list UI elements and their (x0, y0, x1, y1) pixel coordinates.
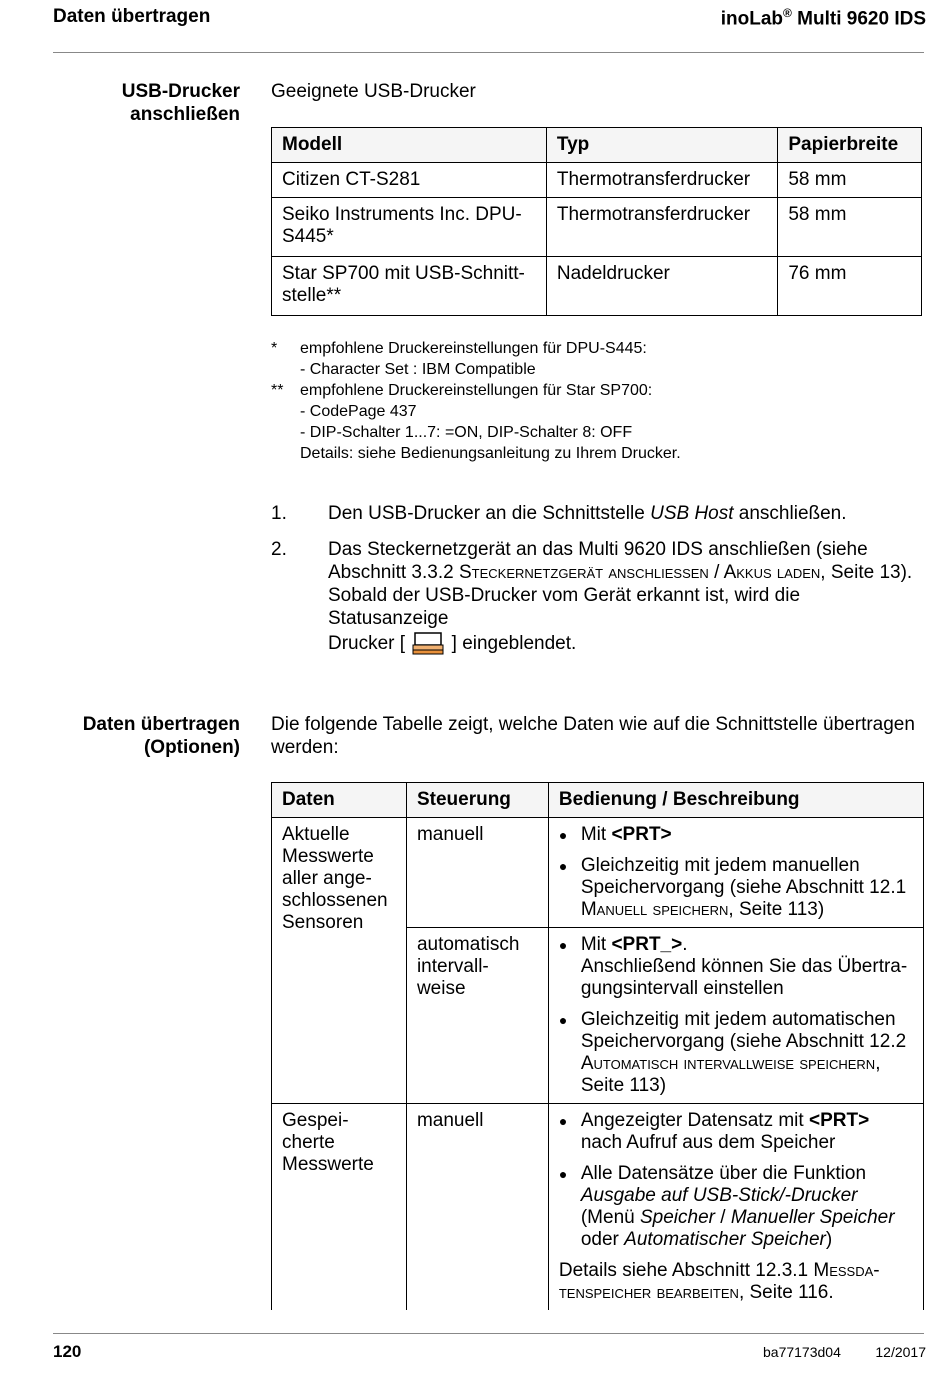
step-text (328, 538, 918, 656)
text-span: Details siehe Abschnitt 12.3.1 (558, 1260, 814, 1281)
menu-name: Speicher (639, 1207, 715, 1228)
bullet-dot-icon: ● (558, 937, 568, 953)
footnote-text (300, 338, 647, 380)
side-heading-transfer (83, 713, 240, 759)
cell-bedienung (548, 928, 923, 1104)
footnote-item (271, 380, 911, 464)
bullet-dot-icon: ● (558, 858, 568, 874)
step-text (328, 502, 847, 525)
text-span: Alle Datensätze über die Funktion (580, 1163, 867, 1184)
bullet-text (581, 1110, 913, 1154)
side-heading-line: anschließen (130, 104, 240, 125)
text-span: Mit (580, 824, 612, 845)
step-2 (271, 538, 921, 656)
table-row (272, 198, 922, 257)
footnote-line: - DIP-Schalter 1...7: =ON, DIP-Schalter 8: OFF (300, 424, 633, 441)
footer-rule (53, 1333, 924, 1334)
cell-modell (272, 198, 547, 257)
text-span: Drucker [ (328, 633, 406, 654)
table-header-row (272, 128, 922, 163)
bullet-text (581, 824, 672, 846)
text-span: nach Aufruf aus dem Speicher (580, 1132, 836, 1153)
text-span: ) (825, 1229, 833, 1250)
step-number: 1. (271, 503, 287, 524)
table-header-row (272, 783, 924, 818)
step-1 (271, 502, 921, 525)
section-reference: Manuell speichern (580, 899, 729, 920)
col-header-papierbreite: Papierbreite (778, 128, 922, 163)
cell-daten: Aktuelle Messwerte aller ange-schlossenen Sensoren (272, 818, 407, 1104)
header-product (721, 6, 926, 30)
col-header-modell: Modell (272, 128, 547, 163)
text-span: , Seite 116. (738, 1282, 834, 1303)
header-rule (53, 52, 924, 53)
transfer-intro: Die folgende Tabelle zeigt, welche Daten wie auf die Schnittstelle übertragen werden: (271, 714, 915, 758)
bullet-dot-icon: ● (558, 1113, 568, 1129)
footnote-line: - CodePage 437 (300, 403, 417, 420)
cell-papierbreite: 58 mm (778, 163, 922, 198)
footnotes (271, 338, 911, 464)
cell-bedienung (548, 1104, 923, 1311)
model-name: Multi 9620 IDS (797, 8, 926, 30)
cell-papierbreite: 58 mm (778, 198, 922, 257)
header-section-title: Daten übertragen (53, 6, 211, 27)
text-span: Angezeigter Datensatz mit (580, 1110, 809, 1131)
col-header-typ: Typ (546, 128, 777, 163)
section-reference: Automatisch intervallweise speichern (580, 1053, 876, 1074)
bullet-item (559, 1110, 913, 1154)
cell-typ: Nadeldrucker (546, 257, 777, 316)
page-number: 120 (53, 1342, 82, 1361)
cell-steuerung (406, 928, 548, 1104)
text-span: Das Steckernetzgerät an das Multi 9620 IDS anschließen (siehe Abschnitt 3.3.2 (328, 539, 868, 583)
text-span: , Seite 113) (728, 899, 825, 920)
text-span: ] eingeblendet. (451, 633, 577, 654)
side-heading-line: (Optionen) (143, 737, 240, 758)
cell-steuerung: manuell (406, 818, 548, 928)
text-span: / (714, 1207, 731, 1228)
footnote-mark: * (271, 340, 278, 357)
text-span: anschließen. (733, 503, 847, 524)
cell-modell (272, 257, 547, 316)
bullet-item (559, 1009, 913, 1097)
col-header-bedienung: Bedienung / Beschreibung (548, 783, 923, 818)
menu-name: Manueller Speicher (730, 1207, 895, 1228)
text-span: Den USB-Drucker an die Schnittstelle (328, 503, 651, 524)
text-span: Mit (580, 934, 612, 955)
document-number: ba77173d04 (763, 1344, 841, 1360)
text-span: Anschließend können Sie das Übertra-gungsintervall einstellen (580, 956, 908, 999)
bullet-text (581, 855, 913, 921)
bullet-dot-icon: ● (558, 1012, 568, 1028)
cell-steuerung: manuell (406, 1104, 548, 1311)
cell-daten: Gespei-cherte Messwerte (272, 1104, 407, 1311)
bullet-item (559, 855, 913, 921)
registered-mark: ® (783, 6, 792, 20)
footnote-text (300, 380, 681, 464)
printer-status-icon (410, 630, 446, 656)
brand-name: inoLab (720, 8, 784, 30)
footnote-item (271, 338, 911, 380)
detail-reference (559, 1260, 913, 1304)
document-date: 12/2017 (875, 1344, 926, 1360)
bullet-item (559, 934, 913, 1000)
footnote-line: empfohlene Druckereinstellungen für Star SP700: (300, 382, 653, 399)
cell-modell: Citizen CT-S281 (272, 163, 547, 198)
function-name: Ausgabe auf USB-Stick/-Drucker (580, 1185, 858, 1206)
step-number: 2. (271, 539, 287, 560)
bullet-text (581, 1163, 913, 1251)
step-paragraph (328, 630, 918, 656)
text-span: , Seite 113) (580, 1053, 881, 1096)
text-span: . (682, 934, 688, 955)
footnote-line: Details: siehe Bedienungsanleitung zu Ihrem Drucker. (300, 445, 681, 462)
key-label: <PRT> (611, 824, 672, 845)
footnote-line: - Character Set : IBM Compatible (300, 361, 536, 378)
bullet-dot-icon: ● (558, 827, 568, 843)
usb-intro: Geeignete USB-Drucker (271, 81, 476, 102)
table-row (272, 163, 922, 198)
section-reference: Steckernetzgerät anschließen / Akkus laden (458, 562, 821, 583)
cell-text: automatisch intervall-weise (416, 934, 520, 999)
text-span: , Seite 13). (820, 562, 913, 583)
side-heading-line: USB-Drucker (121, 81, 240, 102)
text-span: (Menü (580, 1207, 640, 1228)
table-row (272, 257, 922, 316)
bullet-item (559, 824, 913, 846)
text-span: oder (580, 1229, 625, 1250)
bullet-text (581, 934, 913, 1000)
transfer-table (271, 782, 924, 1310)
col-header-daten: Daten (272, 783, 407, 818)
side-heading-usb (122, 80, 240, 126)
menu-name: Automatischer Speicher (624, 1229, 826, 1250)
footnote-mark: ** (271, 382, 284, 399)
bullet-text (581, 1009, 913, 1097)
cell-text: Seiko Instruments Inc. DPU-S445* (282, 204, 522, 247)
key-label: <PRT> (808, 1110, 870, 1131)
step-paragraph (328, 538, 918, 584)
cell-typ: Thermotransferdrucker (546, 163, 777, 198)
step-paragraph: Sobald der USB-Drucker vom Gerät erkannt ist, wird die Statusanzeige (328, 585, 801, 629)
table-row (272, 1104, 924, 1311)
bullet-item (559, 1163, 913, 1251)
col-header-steuerung: Steuerung (406, 783, 548, 818)
bullet-dot-icon: ● (558, 1166, 568, 1182)
text-span: Gleichzeitig mit jedem manuellen Speichervorgang (siehe Abschnitt 12.1 (580, 855, 907, 898)
cell-typ: Thermotransferdrucker (546, 198, 777, 257)
text-span: Gleichzeitig mit jedem automatischen Speichervorgang (siehe Abschnitt 12.2 (580, 1009, 907, 1052)
text-span: USB Host (650, 503, 734, 524)
key-label: <PRT_> (611, 934, 683, 955)
cell-bedienung (548, 818, 923, 928)
cell-papierbreite: 76 mm (778, 257, 922, 316)
footnote-line: empfohlene Druckereinstellungen für DPU-S445: (300, 340, 647, 357)
table-row (272, 818, 924, 928)
section-reference: Messda-tenspeicher bearbeiten (558, 1260, 880, 1303)
side-heading-line: Daten übertragen (82, 714, 240, 735)
printer-table (271, 127, 922, 316)
cell-text: Star SP700 mit USB-Schnitt-stelle** (282, 263, 525, 306)
